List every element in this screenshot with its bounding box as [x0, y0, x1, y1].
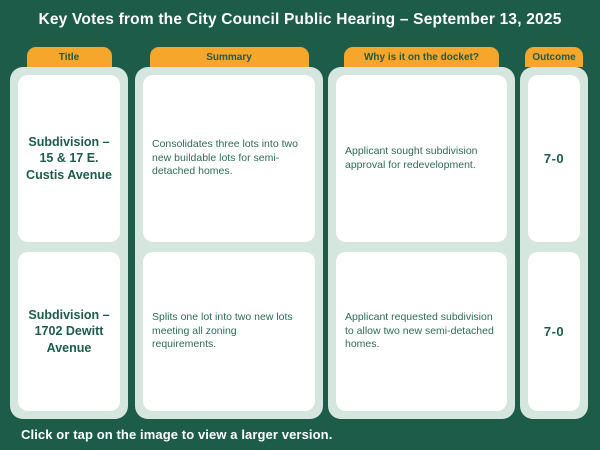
column-summary-card	[135, 67, 323, 419]
column-header-outcome: Outcome	[525, 47, 583, 67]
table-cell-title-row1	[18, 75, 120, 242]
vote-title: Subdivision – 1702 Dewitt Avenue	[28, 307, 110, 355]
column-docket-card	[328, 67, 515, 419]
column-docket	[328, 47, 515, 419]
table-cell-summary-row1	[143, 75, 315, 242]
vote-summary: Consolidates three lots into two new buildable lots for semi-detached homes.	[152, 138, 298, 178]
column-outcome-card	[520, 67, 588, 419]
vote-docket-reason: Applicant requested subdivision to allow two new semi-detached homes.	[345, 311, 494, 351]
table-cell-outcome-row1	[528, 75, 580, 242]
table-cell-docket-row2	[336, 252, 507, 411]
column-header-docket: Why is it on the docket?	[344, 47, 499, 67]
vote-summary: Splits one lot into two new lots meeting all zoning requirements.	[152, 311, 293, 351]
column-outcome	[520, 47, 588, 419]
table-cell-outcome-row2	[528, 252, 580, 411]
vote-outcome: 7-0	[543, 324, 565, 339]
column-header-title: Title	[27, 47, 112, 67]
footer-note: Click or tap on the image to view a larger version.	[21, 427, 333, 442]
page-title: Key Votes from the City Council Public Hearing – September 13, 2025	[38, 11, 562, 28]
table-cell-docket-row1	[336, 75, 507, 242]
column-header-summary: Summary	[150, 47, 309, 67]
table-cell-summary-row2	[143, 252, 315, 411]
column-title	[10, 47, 128, 419]
column-summary	[135, 47, 323, 419]
column-title-card	[10, 67, 128, 419]
vote-docket-reason: Applicant sought subdivision approval for redevelopment.	[345, 145, 478, 171]
table-cell-title-row2	[18, 252, 120, 411]
vote-title: Subdivision – 15 & 17 E. Custis Avenue	[26, 134, 112, 182]
votes-table	[0, 47, 600, 419]
vote-outcome: 7-0	[543, 151, 565, 166]
